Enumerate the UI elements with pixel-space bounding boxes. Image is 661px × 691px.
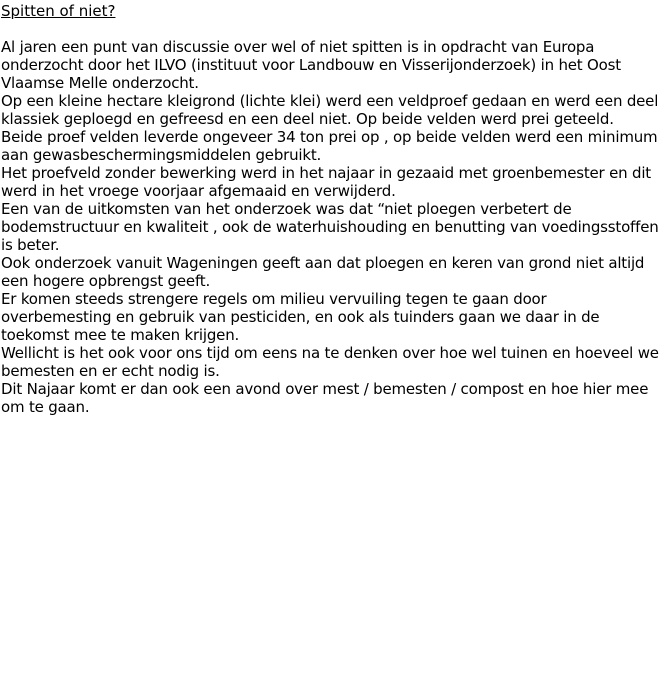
- article-title: Spitten of niet?: [1, 2, 116, 20]
- paragraph: Wellicht is het ook voor ons tijd om eens na te denken over hoe wel tuinen en hoeveel we bemesten en er echt nodig is.: [1, 344, 659, 380]
- paragraph: Al jaren een punt van discussie over wel of niet spitten is in opdracht van Europa onderzocht door het ILVO (instituut voor Landbouw en Visserijonderzoek) in het Oost Vlaamse Melle onderzocht.: [1, 38, 621, 92]
- paragraph: Dit Najaar komt er dan ook een avond over mest / bemesten / compost en hoe hier mee om te gaan.: [1, 380, 649, 416]
- paragraph: Er komen steeds strengere regels om milieu vervuiling tegen te gaan door overbemesting en gebruik van pesticiden, en ook als tuinders gaan we daar in de toekomst mee te maken krijgen.: [1, 290, 600, 344]
- article: [1, 0, 659, 416]
- paragraph: Ook onderzoek vanuit Wageningen geeft aan dat ploegen en keren van grond niet altijd een hogere opbrengst geeft.: [1, 254, 645, 290]
- paragraph: Het proefveld zonder bewerking werd in het najaar in gezaaid met groenbemester en dit werd in het vroege voorjaar afgemaaid en verwijderd.: [1, 164, 651, 200]
- paragraph: Op een kleine hectare kleigrond (lichte klei) werd een veldproef gedaan en werd een deel klassiek geploegd en gefreesd en een deel niet. Op beide velden werd prei geteeld.: [1, 92, 659, 128]
- paragraph: Een van de uitkomsten van het onderzoek was dat “niet ploegen verbetert de bodemstructuur en kwaliteit , ook de waterhuishouding en benutting van voedingsstoffen is beter.: [1, 200, 659, 254]
- paragraph: Beide proef velden leverde ongeveer 34 ton prei op , op beide velden werd een minimum aan gewasbeschermingsmiddelen gebruikt.: [1, 128, 658, 164]
- article-body: [1, 38, 659, 416]
